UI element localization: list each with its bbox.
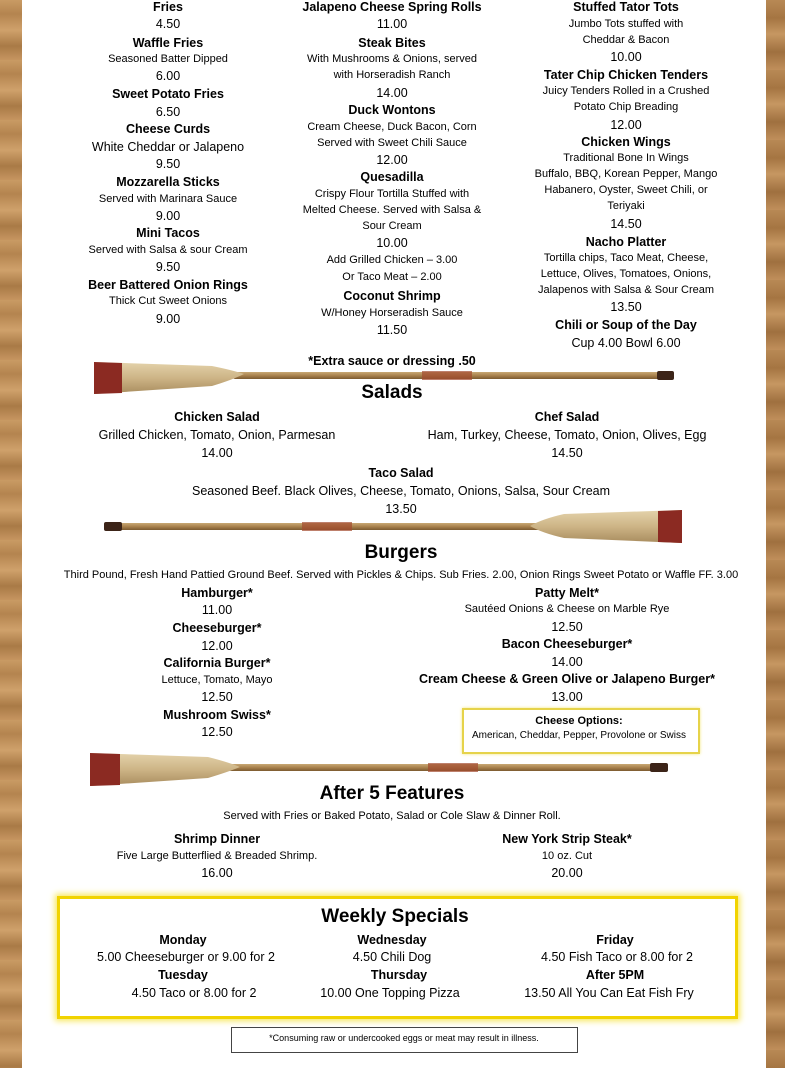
section-heading-burgers: Burgers (364, 542, 438, 563)
footer-disclaimer: *Consuming raw or undercooked eggs or meat may result in illness. (269, 1033, 539, 1043)
item-desc: Served with Salsa & sour Cream (88, 244, 248, 256)
item-price: 11.50 (376, 323, 408, 337)
item-name: Nacho Platter (585, 235, 667, 249)
item-desc: Cheddar & Bacon (582, 34, 670, 46)
item-name: Waffle Fries (132, 36, 204, 50)
item-price: 12.00 (376, 153, 408, 167)
item-price: 14.00 (551, 655, 583, 669)
item-desc: Ham, Turkey, Cheese, Tomato, Onion, Olives, Egg (427, 428, 707, 442)
special-deal: 5.00 Cheeseburger or 9.00 for 2 (97, 950, 275, 964)
item-name: Beer Battered Onion Rings (88, 278, 248, 292)
item-name: Stuffed Tator Tots (573, 0, 679, 14)
item-extra: Add Grilled Chicken – 3.00 (326, 254, 458, 266)
extra-sauce-note: *Extra sauce or dressing .50 (308, 354, 476, 368)
item-desc: Traditional Bone In Wings (563, 152, 689, 164)
item-desc: Teriyaki (607, 200, 645, 212)
item-price: 11.00 (201, 603, 233, 617)
item-desc: Melted Cheese. Served with Salsa & (302, 204, 482, 216)
oar-divider-icon (102, 507, 684, 547)
item-desc: Tortilla chips, Taco Meat, Cheese, (543, 252, 709, 264)
item-desc: 10 oz. Cut (541, 850, 593, 862)
item-desc: Served with Marinara Sauce (98, 193, 238, 205)
section-heading-weekly: Weekly Specials (321, 906, 469, 927)
item-name: Duck Wontons (348, 103, 436, 117)
item-name: Chicken Wings (581, 135, 671, 149)
item-name: Shrimp Dinner (173, 832, 261, 846)
item-price: 12.00 (610, 118, 642, 132)
item-price: 10.00 (610, 50, 642, 64)
item-price: Cup 4.00 Bowl 6.00 (571, 336, 681, 350)
item-desc: W/Honey Horseradish Sauce (321, 307, 463, 319)
item-name: Steak Bites (358, 36, 426, 50)
burgers-intro: Third Pound, Fresh Hand Pattied Ground Beef. Served with Pickles & Chips. Sub Fries. 2.00, Onion Rings Sweet Potato or Waffle FF. 3.00 (63, 569, 739, 581)
special-deal: 13.50 All You Can Eat Fish Fry (524, 986, 694, 1000)
cheese-options-list: American, Cheddar, Pepper, Provolone or Swiss (472, 730, 686, 741)
special-deal: 4.50 Fish Taco or 8.00 for 2 (541, 950, 693, 964)
item-price: 13.50 (610, 300, 642, 314)
item-name: Mini Tacos (136, 226, 200, 240)
item-desc: Seasoned Batter Dipped (108, 53, 228, 65)
item-name: Chicken Salad (174, 410, 260, 424)
item-desc: With Mushrooms & Onions, served (307, 53, 477, 65)
item-desc: Potato Chip Breading (573, 101, 679, 113)
item-price: 14.50 (610, 217, 642, 231)
item-price: 16.00 (201, 866, 233, 880)
item-desc: Lettuce, Tomato, Mayo (161, 674, 273, 686)
item-name: Hamburger* (181, 586, 253, 600)
item-name: Taco Salad (368, 466, 434, 480)
item-desc: Seasoned Beef. Black Olives, Cheese, Tomato, Onions, Salsa, Sour Cream (191, 484, 611, 498)
item-price: 9.00 (155, 209, 181, 223)
item-price: 9.50 (155, 260, 181, 274)
item-name: Chef Salad (534, 410, 600, 424)
item-desc: Thick Cut Sweet Onions (109, 295, 227, 307)
section-heading-after5: After 5 Features (319, 783, 465, 804)
item-name: Fries (153, 0, 183, 14)
item-price: 12.50 (551, 620, 583, 634)
item-desc: Crispy Flour Tortilla Stuffed with (314, 188, 470, 200)
item-price: 12.00 (201, 639, 233, 653)
menu-page (22, 0, 766, 1068)
item-name: Chili or Soup of the Day (555, 318, 697, 332)
item-name: New York Strip Steak* (502, 832, 632, 846)
special-deal: 10.00 One Topping Pizza (320, 986, 460, 1000)
special-deal: 4.50 Chili Dog (352, 950, 432, 964)
item-name: Bacon Cheeseburger* (501, 637, 633, 651)
item-price: 20.00 (551, 866, 583, 880)
item-desc: White Cheddar or Jalapeno (91, 140, 245, 154)
item-name: Mozzarella Sticks (116, 175, 220, 189)
special-day: Wednesday (357, 933, 427, 947)
special-day: Tuesday (158, 968, 208, 982)
item-desc: Habanero, Oyster, Sweet Chili, or (544, 184, 708, 196)
item-name: California Burger* (163, 656, 271, 670)
item-name: Patty Melt* (535, 586, 599, 600)
special-day: Monday (159, 933, 207, 947)
item-price: 13.50 (385, 502, 417, 516)
special-day: After 5PM (585, 968, 645, 982)
item-desc: Juicy Tenders Rolled in a Crushed (542, 85, 710, 97)
item-price: 6.00 (155, 69, 181, 83)
item-desc: Grilled Chicken, Tomato, Onion, Parmesan (98, 428, 336, 442)
item-name: Mushroom Swiss* (163, 708, 271, 722)
section-heading-salads: Salads (361, 382, 423, 403)
item-name: Cream Cheese & Green Olive or Jalapeno Burger* (419, 672, 715, 686)
item-price: 14.00 (376, 86, 408, 100)
item-desc: Served with Sweet Chili Sauce (317, 137, 467, 149)
item-price: 9.00 (155, 312, 181, 326)
special-day: Thursday (370, 968, 428, 982)
item-desc: Cream Cheese, Duck Bacon, Corn (307, 121, 477, 133)
wood-border-left (0, 0, 22, 1068)
item-price: 10.00 (376, 236, 408, 250)
item-price: 14.00 (201, 446, 233, 460)
item-desc: with Horseradish Ranch (333, 69, 451, 81)
item-price: 14.50 (551, 446, 583, 460)
item-name: Sweet Potato Fries (112, 87, 224, 101)
item-name: Quesadilla (360, 170, 424, 184)
item-name: Tater Chip Chicken Tenders (543, 68, 709, 82)
item-name: Cheese Curds (125, 122, 211, 136)
item-extra: Or Taco Meat – 2.00 (342, 271, 442, 283)
item-desc: Lettuce, Olives, Tomatoes, Onions, (540, 268, 712, 280)
item-desc: Jumbo Tots stuffed with (568, 18, 684, 30)
item-price: 6.50 (155, 105, 181, 119)
item-price: 4.50 (155, 17, 181, 31)
item-price: 11.00 (376, 17, 408, 31)
item-name: Coconut Shrimp (343, 289, 441, 303)
item-price: 12.50 (201, 690, 233, 704)
item-desc: Jalapenos with Salsa & Sour Cream (537, 284, 715, 296)
item-name: Cheeseburger* (172, 621, 262, 635)
after5-intro: Served with Fries or Baked Potato, Salad or Cole Slaw & Dinner Roll. (223, 810, 561, 822)
item-price: 9.50 (155, 157, 181, 171)
item-desc: Sautéed Onions & Cheese on Marble Rye (464, 603, 670, 615)
cheese-options-title: Cheese Options: (535, 715, 623, 727)
item-price: 13.00 (551, 690, 583, 704)
item-desc: Sour Cream (362, 220, 422, 232)
wood-border-right (766, 0, 785, 1068)
special-deal: 4.50 Taco or 8.00 for 2 (131, 986, 257, 1000)
item-price: 12.50 (201, 725, 233, 739)
item-desc: Five Large Butterflied & Breaded Shrimp. (116, 850, 318, 862)
item-name: Jalapeno Cheese Spring Rolls (302, 0, 482, 14)
item-desc: Buffalo, BBQ, Korean Pepper, Mango (534, 168, 718, 180)
special-day: Friday (596, 933, 634, 947)
